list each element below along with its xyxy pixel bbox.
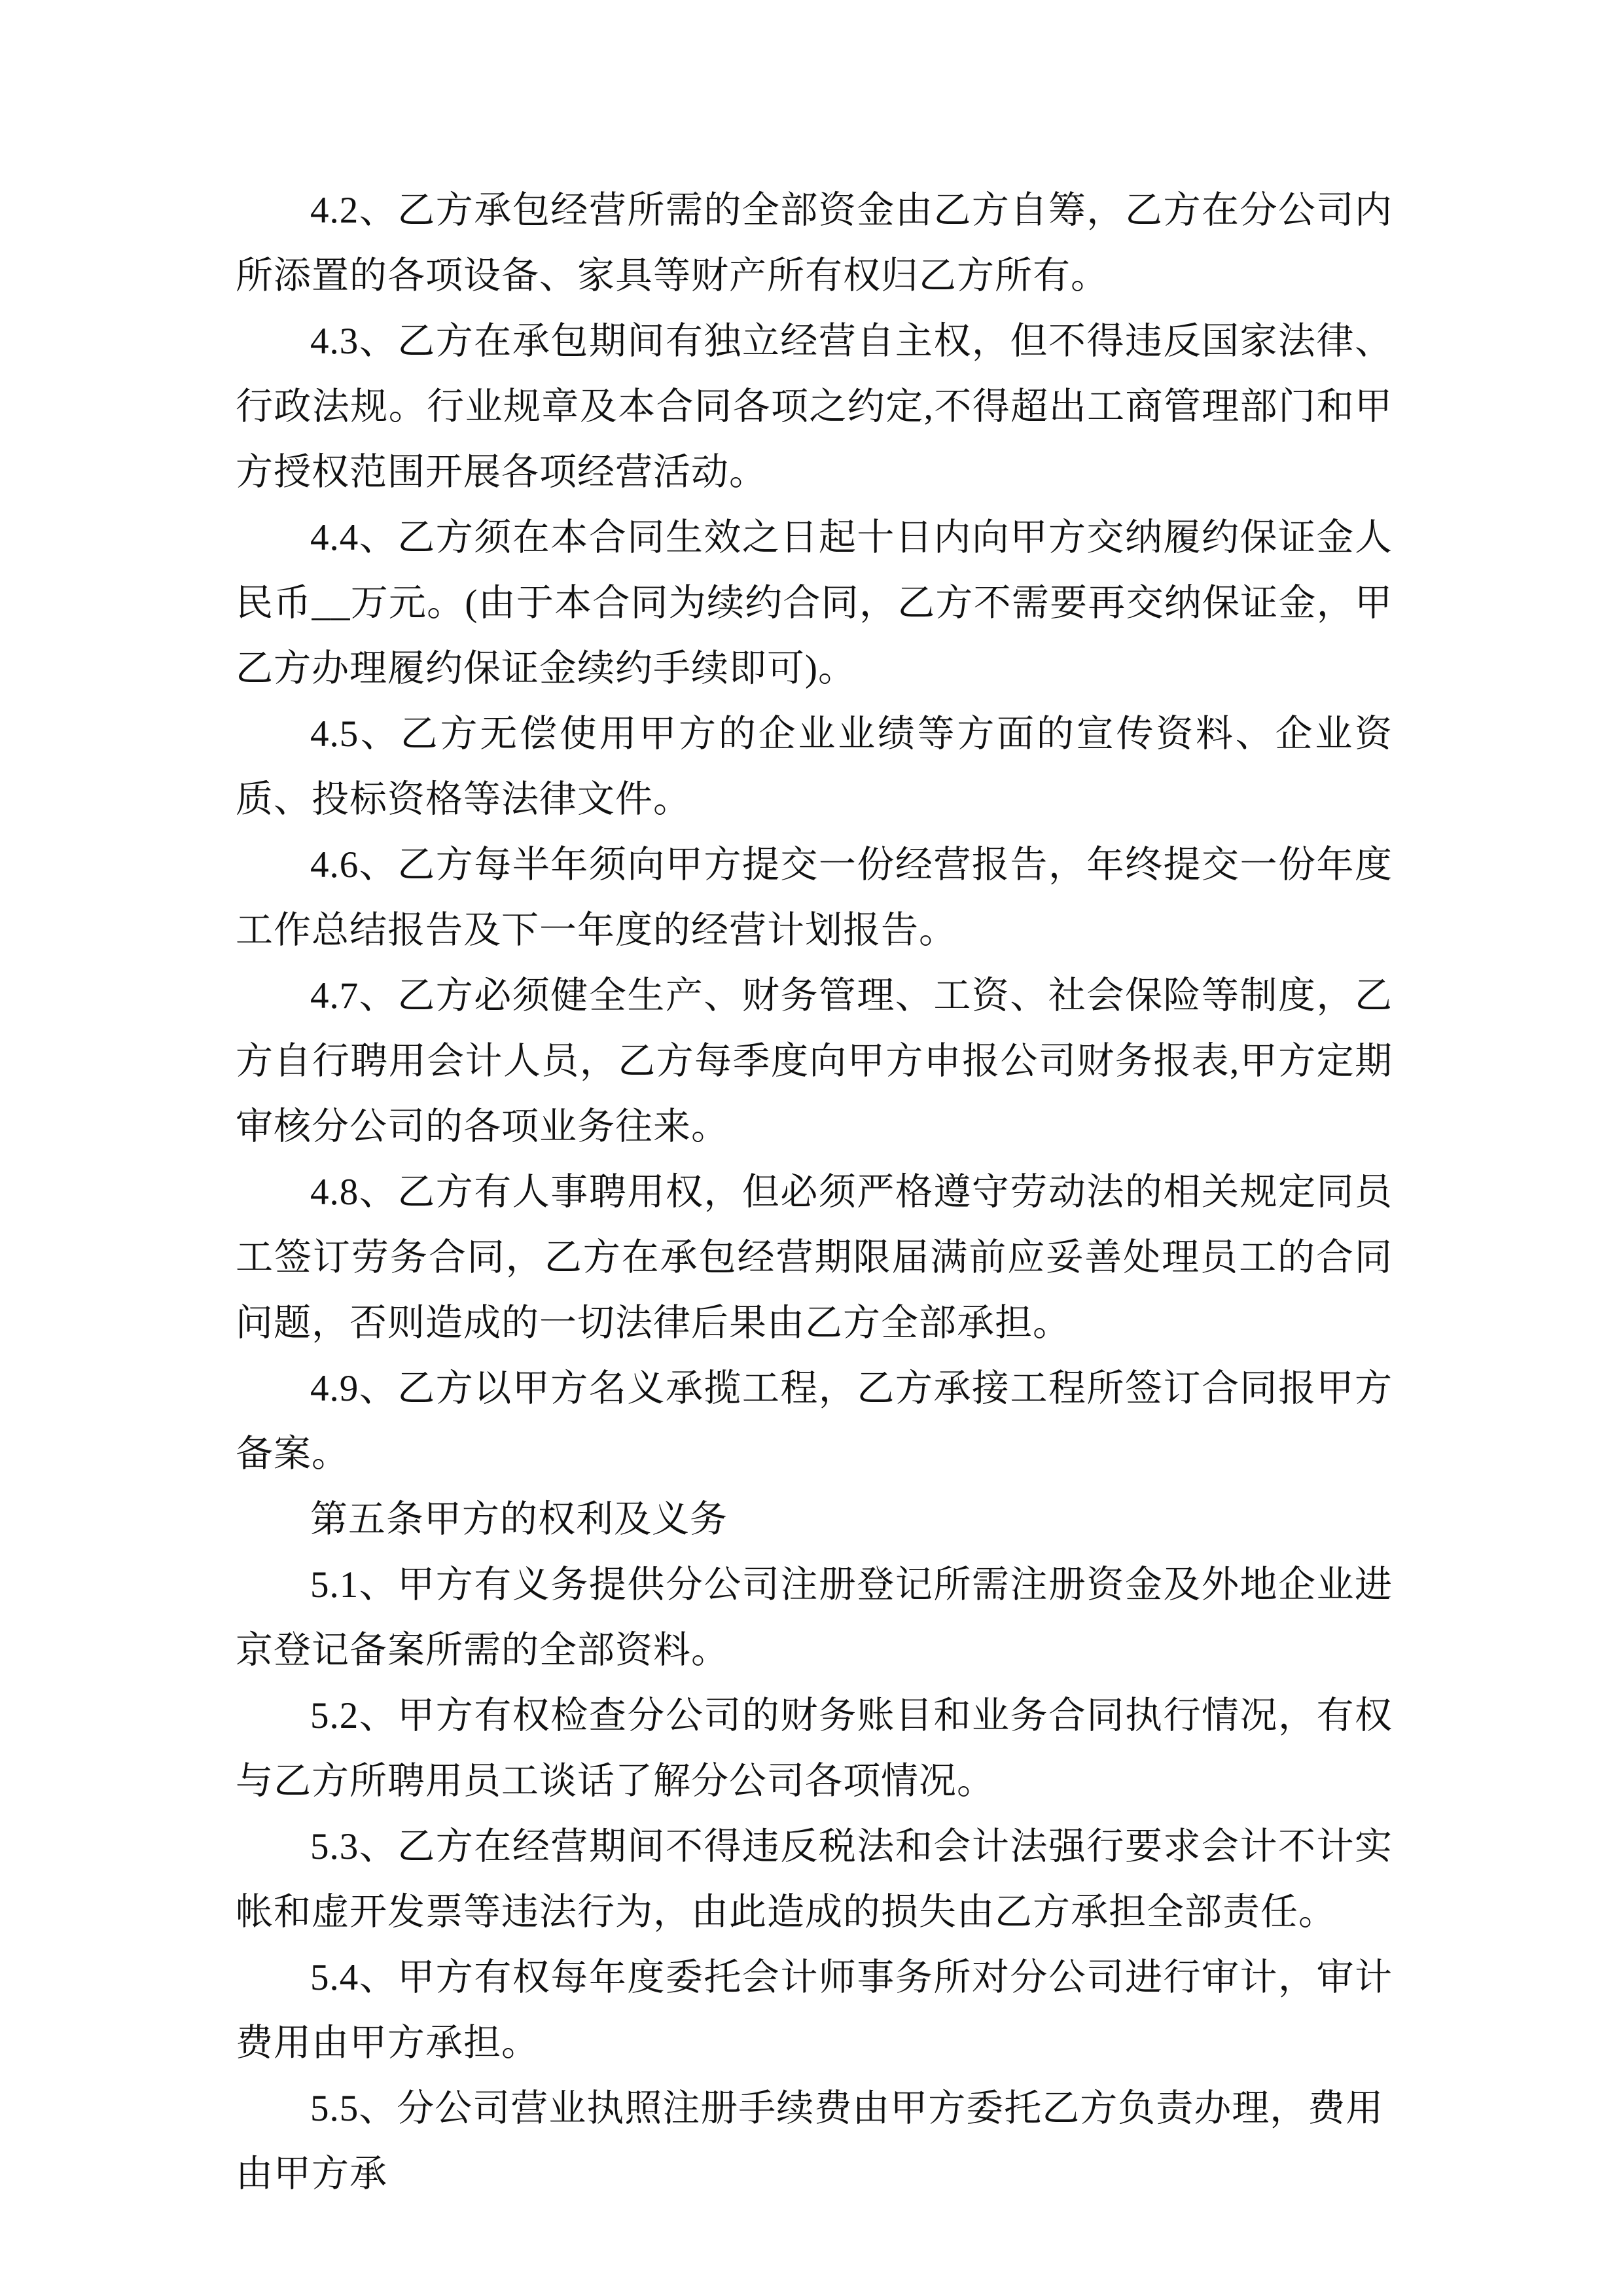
paragraph: 5.4、甲方有权每年度委托会计师事务所对分公司进行审计，审计费用由甲方承担。	[236, 1957, 1393, 2064]
paragraph: 5.2、甲方有权检查分公司的财务账目和业务合同执行情况，有权与乙方所聘用员工谈话了解分公司各项情况。	[236, 1695, 1393, 1802]
paragraph: 4.7、乙方必须健全生产、财务管理、工资、社会保险等制度，乙方自行聘用会计人员，乙方每季度向甲方申报公司财务报表,甲方定期审核分公司的各项业务往来。	[236, 975, 1393, 1147]
paragraph: 5.3、乙方在经营期间不得违反税法和会计法强行要求会计不计实帐和虚开发票等违法行为，由此造成的损失由乙方承担全部责任。	[236, 1826, 1393, 1933]
paragraph: 4.8、乙方有人事聘用权，但必须严格遵守劳动法的相关规定同员工签订劳务合同，乙方在承包经营期限届满前应妥善处理员工的合同问题，否则造成的一切法律后果由乙方全部承担。	[236, 1172, 1393, 1344]
paragraph: 4.9、乙方以甲方名义承揽工程，乙方承接工程所签订合同报甲方备案。	[236, 1368, 1393, 1475]
paragraph: 第五条甲方的权利及义务	[310, 1499, 728, 1540]
paragraph: 4.5、乙方无偿使用甲方的企业业绩等方面的宣传资料、企业资质、投标资格等法律文件。	[236, 713, 1393, 820]
paragraph: 4.3、乙方在承包期间有独立经营自主权，但不得违反国家法律、行政法规。行业规章及本合同各项之约定,不得超出工商管理部门和甲方授权范围开展各项经营活动。	[236, 321, 1393, 493]
paragraph: 4.6、乙方每半年须向甲方提交一份经营报告，年终提交一份年度工作总结报告及下一年度的经营计划报告。	[236, 844, 1393, 951]
paragraph: 5.5、分公司营业执照注册手续费由甲方委托乙方负责办理，费用由甲方承	[236, 2088, 1384, 2195]
paragraph: 4.4、乙方须在本合同生效之日起十日内向甲方交纳履约保证金人民币__万元。(由于本合同为续约合同，乙方不需要再交纳保证金，甲乙方办理履约保证金续约手续即可)。	[236, 517, 1393, 689]
paragraph: 4.2、乙方承包经营所需的全部资金由乙方自筹，乙方在分公司内所添置的各项设备、家具等财产所有权归乙方所有。	[236, 190, 1393, 296]
paragraph: 5.1、甲方有义务提供分公司注册登记所需注册资金及外地企业进京登记备案所需的全部资料。	[236, 1564, 1393, 1671]
document-body	[236, 178, 1393, 2207]
